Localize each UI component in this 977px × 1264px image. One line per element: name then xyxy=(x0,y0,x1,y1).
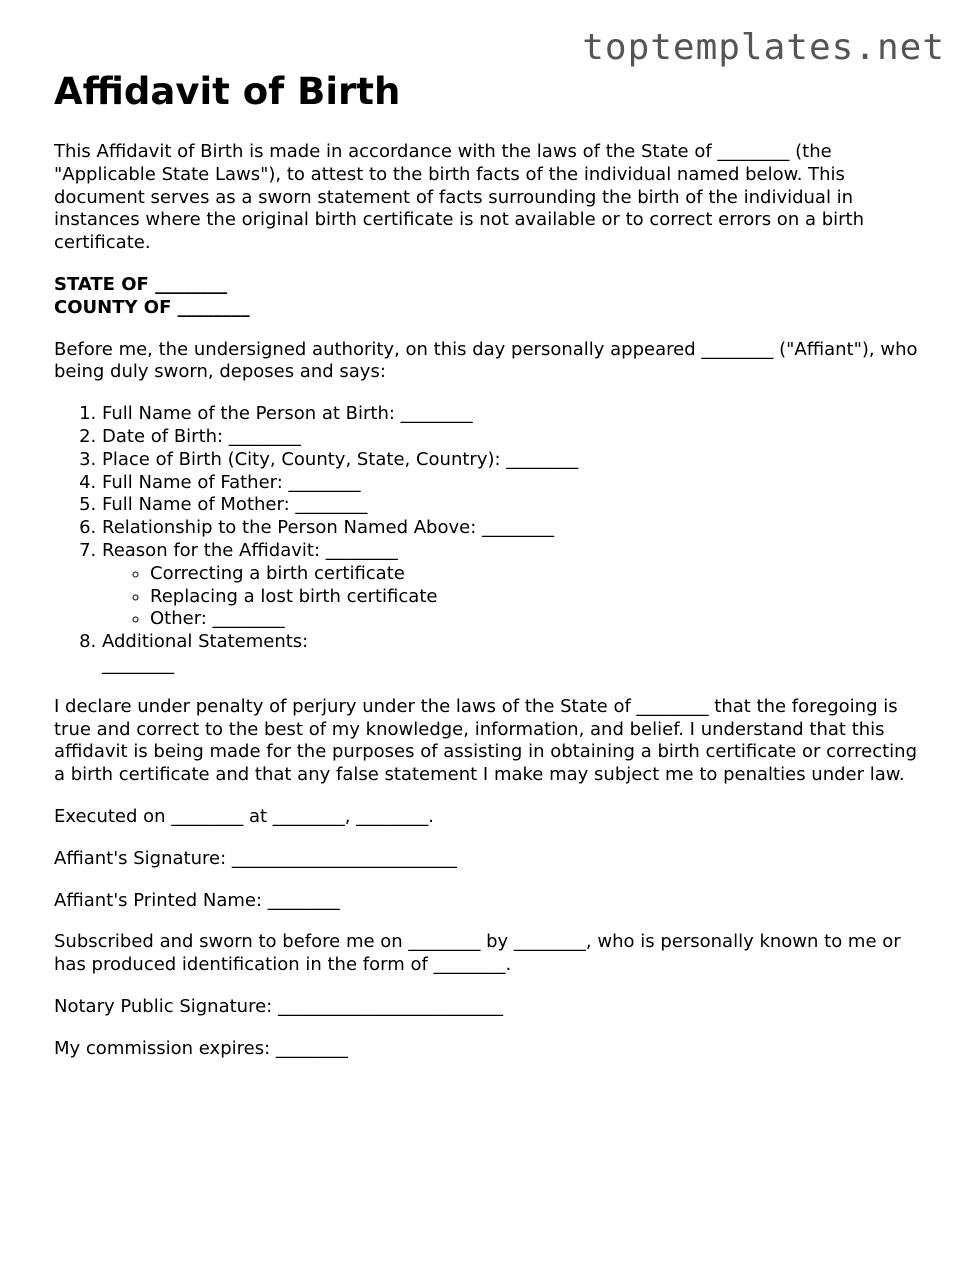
list-item-reason xyxy=(102,540,929,631)
document-body xyxy=(54,70,929,1061)
intro-paragraph: This Affidavit of Birth is made in accordance with the laws of the State of ________ (the "Applicable State Laws"), to attest to the birth facts of the individual named below. This document serves as a sworn statement of facts surrounding the birth of the individual in instances where the original birth certificate is not available or to correct errors on a birth certificate. xyxy=(54,141,864,254)
additional-blank: ________ xyxy=(102,653,174,675)
list-item: 1. Full Name of the Person at Birth: ________ xyxy=(102,403,929,426)
declaration-paragraph: I declare under penalty of perjury under the laws of the State of ________ that the foregoing is true and correct to the best of my knowledge, information, and belief. I understand that this affidavit is being made for the purposes of assisting in obtaining a birth certificate or correcting a birth certificate and that any false statement I make may subject me to penalties under law. xyxy=(54,695,918,786)
reason-sub-list xyxy=(102,563,929,631)
list-item: 2. Date of Birth: ________ xyxy=(102,426,929,449)
sub-list-item: ◦ Other: ________ xyxy=(150,608,929,631)
list-item: 3. Place of Birth (City, County, State, Country): ________ xyxy=(102,449,929,472)
affiant-printed-name-line: Affiant's Printed Name: ________ xyxy=(54,889,340,911)
county-line: COUNTY OF ________ xyxy=(54,296,250,318)
appearance-paragraph: Before me, the undersigned authority, on this day personally appeared ________ ("Affiant"), who being duly sworn, deposes and says: xyxy=(54,338,918,383)
watermark: toptemplates.net xyxy=(582,27,945,68)
list-item: 6. Relationship to the Person Named Above: ________ xyxy=(102,517,929,540)
list-item: 4. Full Name of Father: ________ xyxy=(102,472,929,495)
subscribed-paragraph: Subscribed and sworn to before me on ________ by ________, who is personally known to me or has produced identification in the form of ________. xyxy=(54,931,901,976)
affiant-signature-line: Affiant's Signature: _________________________ xyxy=(54,847,457,869)
state-line: STATE OF ________ xyxy=(54,273,228,295)
venue-block xyxy=(54,274,929,320)
commission-expires-line: My commission expires: ________ xyxy=(54,1037,348,1059)
additional-label: Additional Statements: xyxy=(102,631,309,653)
sub-list-item: ◦ Correcting a birth certificate xyxy=(150,563,929,586)
list-item: 5. Full Name of Mother: ________ xyxy=(102,494,929,517)
executed-line: Executed on ________ at ________, ________. xyxy=(54,805,434,827)
list-item-additional xyxy=(102,631,929,677)
document-title: Affidavit of Birth xyxy=(54,70,401,113)
facts-list xyxy=(54,403,929,677)
notary-signature-line: Notary Public Signature: _________________________ xyxy=(54,995,503,1017)
reason-label: Reason for the Affidavit: ________ xyxy=(102,539,398,561)
sub-list-item: ◦ Replacing a lost birth certificate xyxy=(150,586,929,609)
